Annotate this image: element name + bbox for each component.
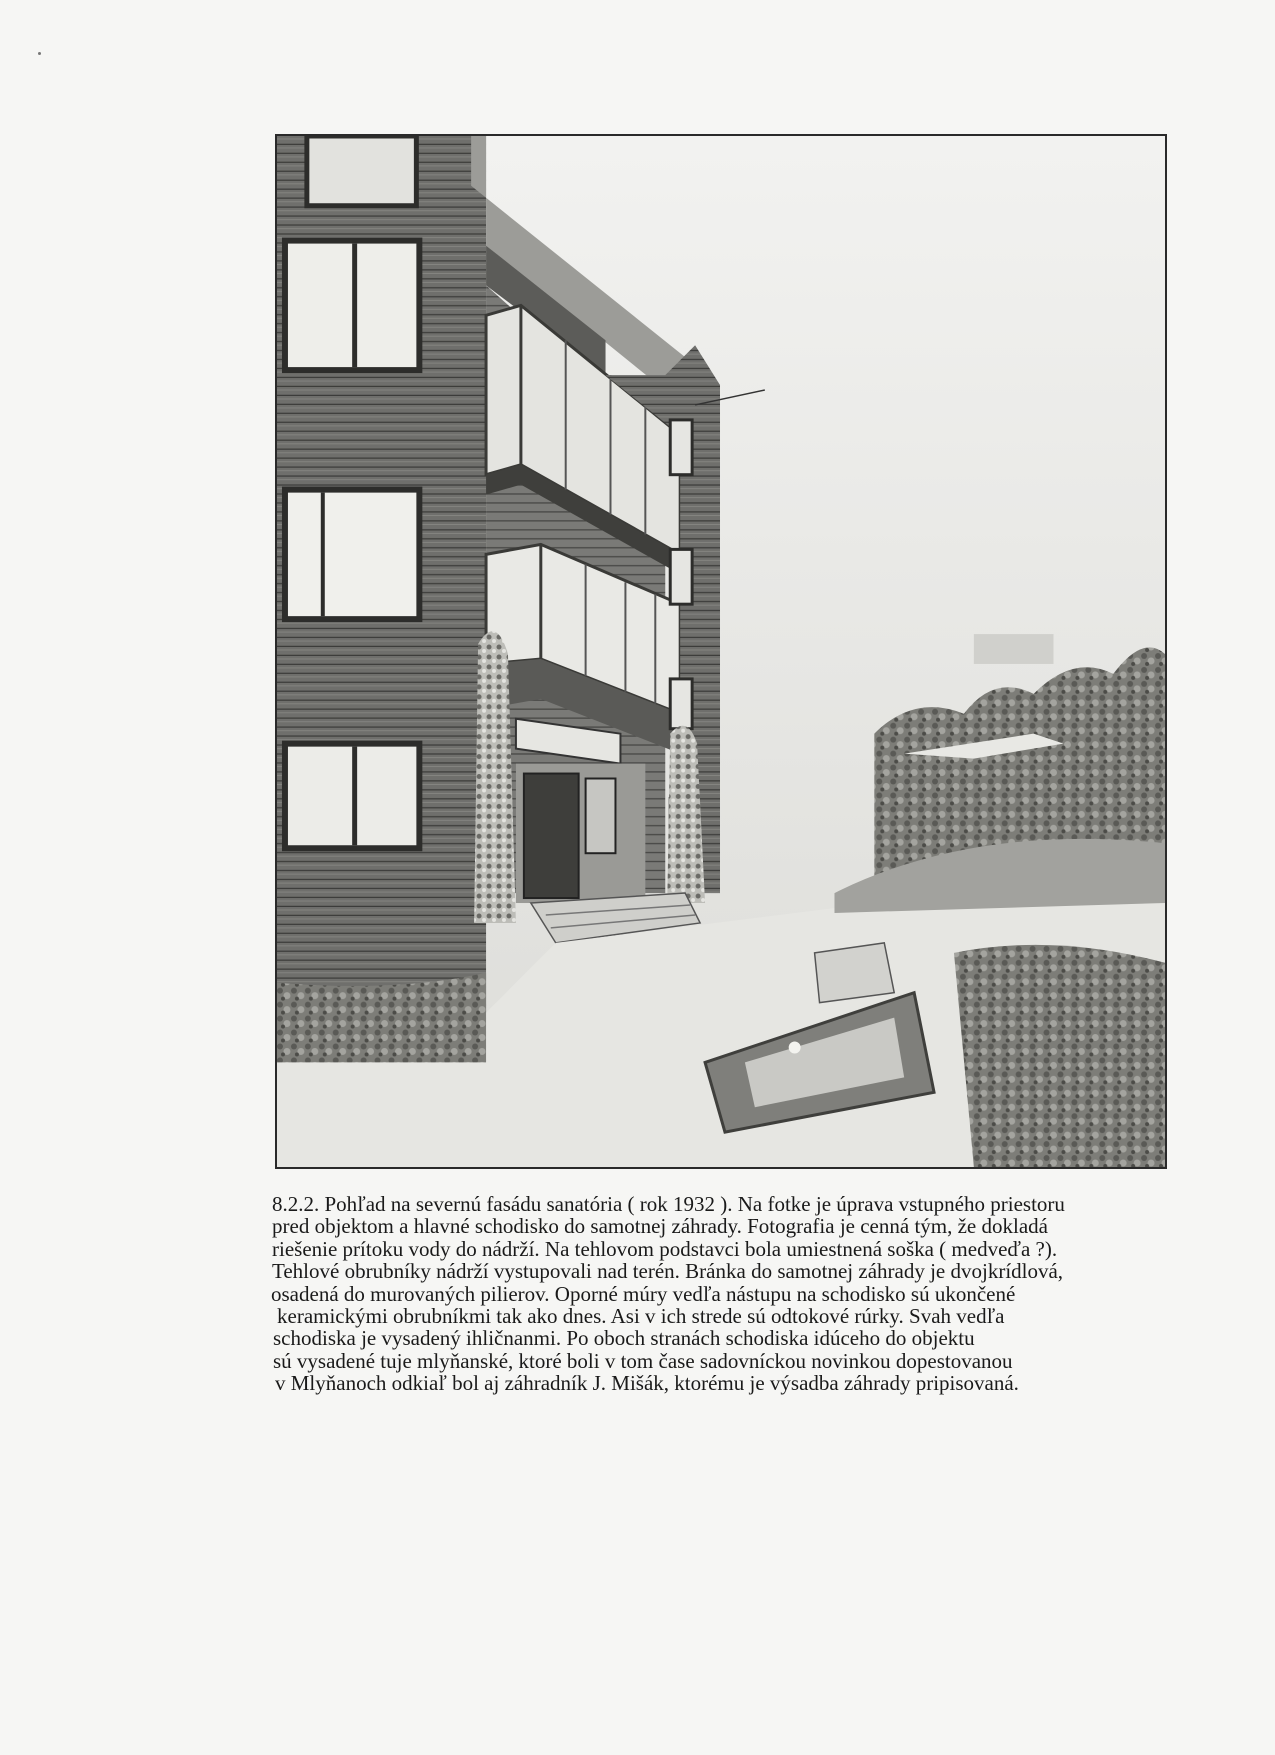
caption-line: sú vysadené tuje mlyňanské, ktoré boli v tom čase sadovníckou novinkou dopestovanou <box>273 1348 1013 1373</box>
photograph-illustration <box>277 136 1165 1167</box>
building-photograph <box>275 134 1167 1169</box>
caption-line: keramickými obrubníkmi tak ako dnes. Asi v ich strede sú odtokové rúrky. Svah vedľa <box>277 1304 1005 1329</box>
caption-line: v Mlyňanoch odkiaľ bol aj záhradník J. Mišák, ktorému je výsadba záhrady pripisovaná. <box>275 1371 1019 1396</box>
caption-line: pred objektom a hlavné schodisko do samotnej záhrady. Fotografia je cenná tým, že dokladá <box>272 1214 1048 1239</box>
photo-caption <box>272 1193 1112 1395</box>
scan-speck <box>38 52 41 55</box>
caption-line: osadená do murovaných pilierov. Oporné múry vedľa nástupu na schodisko sú ukončené <box>271 1281 1016 1306</box>
caption-line: 8.2.2. Pohľad na severnú fasádu sanatória ( rok 1932 ). Na fotke je úprava vstupného priestoru <box>272 1192 1065 1216</box>
caption-line: riešenie prítoku vody do nádrží. Na tehlovom podstavci bola umiestnená soška ( medveďa ?). <box>272 1236 1058 1261</box>
caption-line: Tehlové obrubníky nádrží vystupovali nad terén. Bránka do samotnej záhrady je dvojkrídlová, <box>272 1259 1064 1284</box>
caption-line: schodiska je vysadený ihličnanmi. Po oboch stranách schodiska idúceho do objektu <box>273 1326 975 1351</box>
